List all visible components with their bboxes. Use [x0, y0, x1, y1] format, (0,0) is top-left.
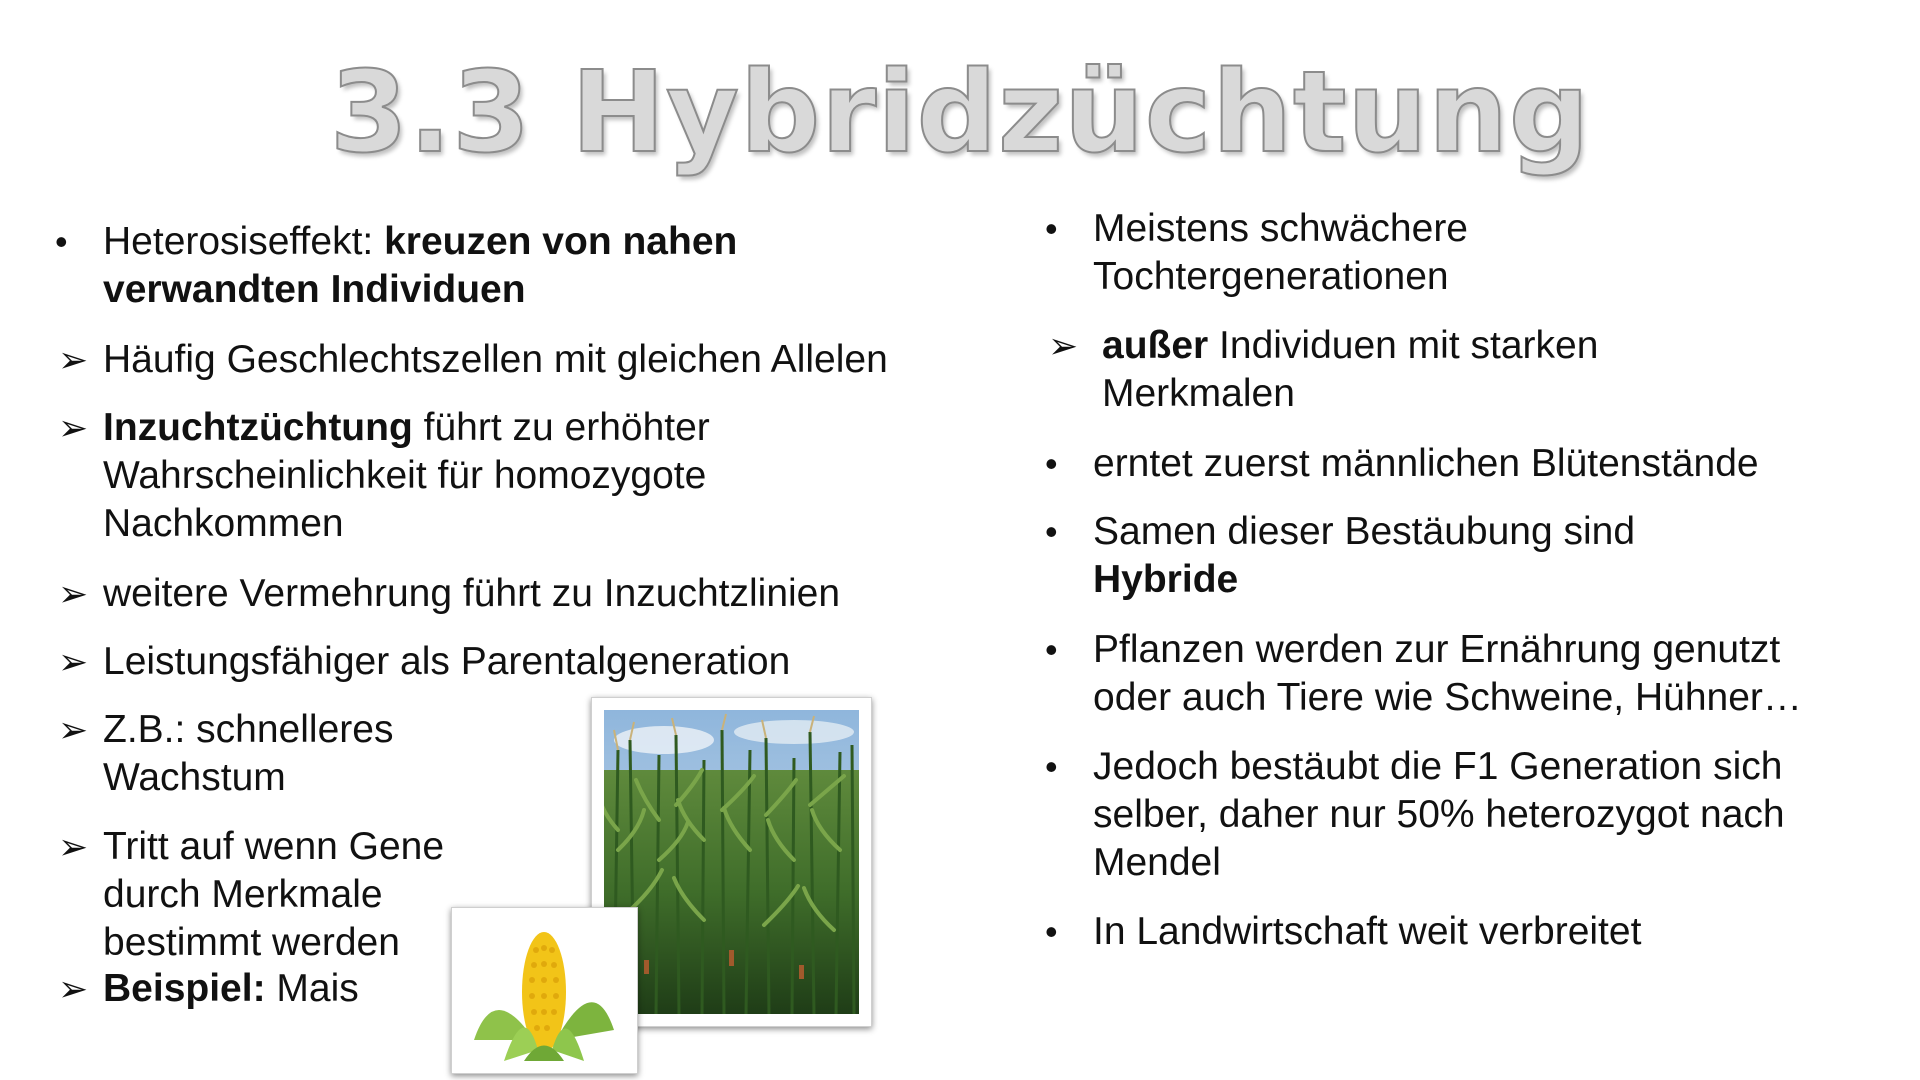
right-item-2 [1045, 440, 1893, 488]
arrow-bullet-icon: ➢ [1048, 325, 1079, 366]
bullet-marker: • [1045, 911, 1058, 952]
bullet-marker: • [1045, 443, 1058, 484]
left-item-0 [55, 218, 803, 314]
item-text: Mais [265, 967, 359, 1010]
right-item-0 [1045, 205, 1513, 301]
item-text: Tritt auf wenn Gene durch Merkmale bestimmt werden [103, 825, 445, 964]
left-item-6 [58, 823, 463, 967]
right-item-6 [1045, 908, 1893, 956]
left-item-2 [58, 404, 753, 548]
right-item-3 [1045, 508, 1693, 604]
item-text-bold: außer [1102, 324, 1209, 367]
left-item-7 [58, 965, 443, 1013]
bullet-marker: • [55, 221, 68, 262]
bullet-marker: • [1045, 208, 1058, 249]
item-text: Jedoch bestäubt die F1 Generation sich selber, daher nur 50% heterozygot nach Mendel [1093, 745, 1785, 884]
left-item-1 [58, 336, 963, 384]
corn-cob-image [464, 920, 625, 1061]
corn-field-image [604, 710, 859, 1014]
item-text: Heterosiseffekt: [103, 220, 385, 263]
arrow-bullet-icon: ➢ [58, 826, 89, 867]
item-text-bold: Inzuchtzüchtung [103, 406, 413, 449]
item-text: Samen dieser Bestäubung sind [1093, 510, 1636, 553]
bullet-marker: • [1045, 511, 1058, 552]
arrow-bullet-icon: ➢ [58, 968, 89, 1009]
right-item-5 [1045, 743, 1853, 887]
arrow-bullet-icon: ➢ [58, 709, 89, 750]
slide-title: 3.3 Hybridzüchtung [329, 48, 1591, 178]
left-item-5 [58, 706, 443, 802]
right-item-4 [1045, 626, 1853, 722]
arrow-bullet-icon: ➢ [58, 641, 89, 682]
right-item-1 [1048, 322, 1662, 418]
arrow-bullet-icon: ➢ [58, 339, 89, 380]
item-text-bold: Hybride [1093, 558, 1239, 601]
bullet-marker: • [1045, 746, 1058, 787]
corn-cob-photo [451, 907, 638, 1074]
arrow-bullet-icon: ➢ [58, 407, 89, 448]
item-text: Häufig Geschlechtszellen mit gleichen Allelen [103, 338, 888, 381]
left-item-3 [58, 570, 963, 618]
item-text: Individuen mit starken Merkmalen [1102, 324, 1599, 415]
item-text: weitere Vermehrung führt zu Inzuchtzlinien [103, 572, 841, 615]
item-text: führt zu erhöhter Wahrscheinlichkeit für homozygote Nachkommen [103, 406, 710, 545]
item-text: Z.B.: schnelleres Wachstum [103, 708, 394, 799]
item-text-bold: kreuzen von nahen verwandten Individuen [103, 220, 738, 311]
left-item-4 [58, 638, 963, 686]
item-text: Leistungsfähiger als Parentalgeneration [103, 640, 791, 683]
item-text: Pflanzen werden zur Ernährung genutzt oder auch Tiere wie Schweine, Hühner… [1093, 628, 1802, 719]
item-text-bold: Beispiel: [103, 967, 266, 1010]
item-text: erntet zuerst männlichen Blütenstände [1093, 442, 1759, 485]
bullet-marker: • [1045, 629, 1058, 670]
item-text: Meistens schwächere Tochtergenerationen [1093, 207, 1468, 298]
arrow-bullet-icon: ➢ [58, 573, 89, 614]
item-text: In Landwirtschaft weit verbreitet [1093, 910, 1642, 953]
